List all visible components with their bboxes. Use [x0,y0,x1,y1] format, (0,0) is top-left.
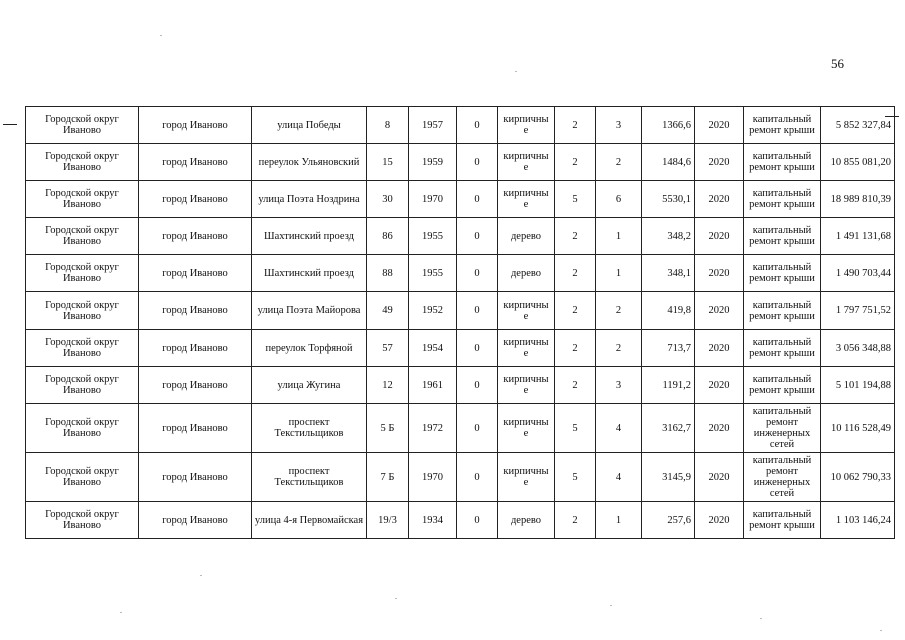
cell-year: 1959 [409,144,457,181]
cell-area: 3162,7 [642,404,695,453]
cell-floors: 2 [555,502,596,539]
cell-street: Шахтинский проезд [252,218,367,255]
scan-speck [200,575,202,576]
cell-entrances: 2 [596,292,642,330]
cell-work: капитальный ремонт инженерных сетей [744,453,821,502]
cell-street: улица Жугина [252,367,367,404]
cell-district: Городской округ Иваново [26,144,139,181]
cell-area: 419,8 [642,292,695,330]
scan-speck [395,598,397,599]
cell-district: Городской округ Иваново [26,218,139,255]
table-row [26,181,895,218]
cell-cost: 10 855 081,20 [821,144,895,181]
cell-city: город Иваново [139,330,252,367]
table-row [26,330,895,367]
cell-cost: 10 116 528,49 [821,404,895,453]
cell-material: кирпичны е [498,404,555,453]
cell-year: 1955 [409,218,457,255]
cell-plan-year: 2020 [695,330,744,367]
cell-area: 257,6 [642,502,695,539]
cell-floors: 2 [555,144,596,181]
cell-material: дерево [498,255,555,292]
scan-speck [880,630,882,631]
cell-floors: 2 [555,255,596,292]
cell-street: улица Победы [252,107,367,144]
cell-material: кирпичны е [498,181,555,218]
cell-district: Городской округ Иваново [26,107,139,144]
cell-plan-year: 2020 [695,502,744,539]
scan-speck [610,605,612,606]
cell-entrances: 1 [596,218,642,255]
cell-material: кирпичны е [498,330,555,367]
cell-district: Городской округ Иваново [26,255,139,292]
cell-cost: 18 989 810,39 [821,181,895,218]
cell-house: 5 Б [367,404,409,453]
cell-material: кирпичны е [498,453,555,502]
cell-year: 1955 [409,255,457,292]
cell-city: город Иваново [139,218,252,255]
table-row [26,367,895,404]
cell-street: улица Поэта Майорова [252,292,367,330]
cell-year: 1957 [409,107,457,144]
table-body [26,107,895,539]
cell-city: город Иваново [139,292,252,330]
cell-house: 49 [367,292,409,330]
cell-c1: 0 [457,367,498,404]
cell-c1: 0 [457,181,498,218]
cell-cost: 1 491 131,68 [821,218,895,255]
cell-work: капитальный ремонт крыши [744,502,821,539]
cell-house: 86 [367,218,409,255]
cell-floors: 5 [555,453,596,502]
cell-house: 57 [367,330,409,367]
cell-work: капитальный ремонт крыши [744,181,821,218]
cell-city: город Иваново [139,107,252,144]
cell-district: Городской округ Иваново [26,181,139,218]
cell-entrances: 1 [596,502,642,539]
cell-area: 1484,6 [642,144,695,181]
table-row [26,255,895,292]
cell-city: город Иваново [139,404,252,453]
cell-work: капитальный ремонт инженерных сетей [744,404,821,453]
cell-cost: 5 101 194,88 [821,367,895,404]
table-row [26,292,895,330]
cell-street: переулок Торфяной [252,330,367,367]
cell-year: 1961 [409,367,457,404]
cell-entrances: 4 [596,404,642,453]
cell-floors: 2 [555,218,596,255]
cell-street: переулок Ульяновский [252,144,367,181]
cell-year: 1954 [409,330,457,367]
scan-speck [515,71,517,72]
cell-area: 3145,9 [642,453,695,502]
cell-c1: 0 [457,330,498,367]
cell-entrances: 3 [596,107,642,144]
cell-house: 8 [367,107,409,144]
cell-work: капитальный ремонт крыши [744,292,821,330]
table-row [26,453,895,502]
cell-plan-year: 2020 [695,218,744,255]
cell-cost: 1 797 751,52 [821,292,895,330]
cell-c1: 0 [457,255,498,292]
cell-material: кирпичны е [498,107,555,144]
cell-plan-year: 2020 [695,181,744,218]
cell-year: 1952 [409,292,457,330]
table-row [26,502,895,539]
table-row [26,404,895,453]
cell-material: кирпичны е [498,292,555,330]
cell-c1: 0 [457,218,498,255]
scan-speck [160,35,162,36]
cell-floors: 2 [555,330,596,367]
cell-cost: 1 103 146,24 [821,502,895,539]
table-row [26,218,895,255]
cell-material: дерево [498,218,555,255]
cell-area: 1191,2 [642,367,695,404]
cell-c1: 0 [457,502,498,539]
cell-year: 1970 [409,181,457,218]
cell-work: капитальный ремонт крыши [744,107,821,144]
cell-house: 12 [367,367,409,404]
cell-c1: 0 [457,404,498,453]
cell-floors: 2 [555,292,596,330]
housing-repair-table [25,106,895,539]
cell-entrances: 6 [596,181,642,218]
cell-year: 1934 [409,502,457,539]
cell-district: Городской округ Иваново [26,453,139,502]
cell-entrances: 1 [596,255,642,292]
cell-cost: 10 062 790,33 [821,453,895,502]
cell-city: город Иваново [139,255,252,292]
cell-plan-year: 2020 [695,255,744,292]
cell-area: 1366,6 [642,107,695,144]
scan-speck [120,612,122,613]
cell-area: 348,2 [642,218,695,255]
cell-district: Городской округ Иваново [26,404,139,453]
cell-district: Городской округ Иваново [26,502,139,539]
cell-c1: 0 [457,453,498,502]
cell-district: Городской округ Иваново [26,330,139,367]
cell-cost: 3 056 348,88 [821,330,895,367]
cell-cost: 5 852 327,84 [821,107,895,144]
table-row [26,144,895,181]
table-row [26,107,895,144]
cell-street: проспект Текстильщиков [252,404,367,453]
cell-area: 713,7 [642,330,695,367]
cell-house: 30 [367,181,409,218]
cell-street: Шахтинский проезд [252,255,367,292]
cell-plan-year: 2020 [695,404,744,453]
cell-city: город Иваново [139,453,252,502]
cell-year: 1970 [409,453,457,502]
scan-speck [760,618,762,619]
cell-city: город Иваново [139,502,252,539]
cell-material: дерево [498,502,555,539]
cell-work: капитальный ремонт крыши [744,218,821,255]
cell-c1: 0 [457,107,498,144]
page-number: 56 [831,56,844,71]
cell-city: город Иваново [139,181,252,218]
cell-plan-year: 2020 [695,453,744,502]
cell-street: улица Поэта Ноздрина [252,181,367,218]
cell-street: улица 4-я Первомайская [252,502,367,539]
cell-entrances: 4 [596,453,642,502]
cell-work: капитальный ремонт крыши [744,255,821,292]
cell-c1: 0 [457,144,498,181]
cell-city: город Иваново [139,144,252,181]
cell-plan-year: 2020 [695,367,744,404]
cell-plan-year: 2020 [695,144,744,181]
cell-cost: 1 490 703,44 [821,255,895,292]
cell-material: кирпичны е [498,144,555,181]
cell-city: город Иваново [139,367,252,404]
cell-plan-year: 2020 [695,107,744,144]
cell-house: 7 Б [367,453,409,502]
cell-floors: 5 [555,404,596,453]
left-margin-mark [3,124,17,125]
cell-entrances: 2 [596,330,642,367]
cell-entrances: 2 [596,144,642,181]
cell-material: кирпичны е [498,367,555,404]
cell-work: капитальный ремонт крыши [744,144,821,181]
cell-plan-year: 2020 [695,292,744,330]
cell-entrances: 3 [596,367,642,404]
cell-c1: 0 [457,292,498,330]
cell-street: проспект Текстильщиков [252,453,367,502]
cell-floors: 2 [555,107,596,144]
cell-house: 88 [367,255,409,292]
cell-area: 5530,1 [642,181,695,218]
cell-district: Городской округ Иваново [26,367,139,404]
cell-work: капитальный ремонт крыши [744,367,821,404]
cell-floors: 5 [555,181,596,218]
cell-area: 348,1 [642,255,695,292]
cell-house: 19/3 [367,502,409,539]
cell-work: капитальный ремонт крыши [744,330,821,367]
cell-district: Городской округ Иваново [26,292,139,330]
cell-year: 1972 [409,404,457,453]
cell-house: 15 [367,144,409,181]
cell-floors: 2 [555,367,596,404]
